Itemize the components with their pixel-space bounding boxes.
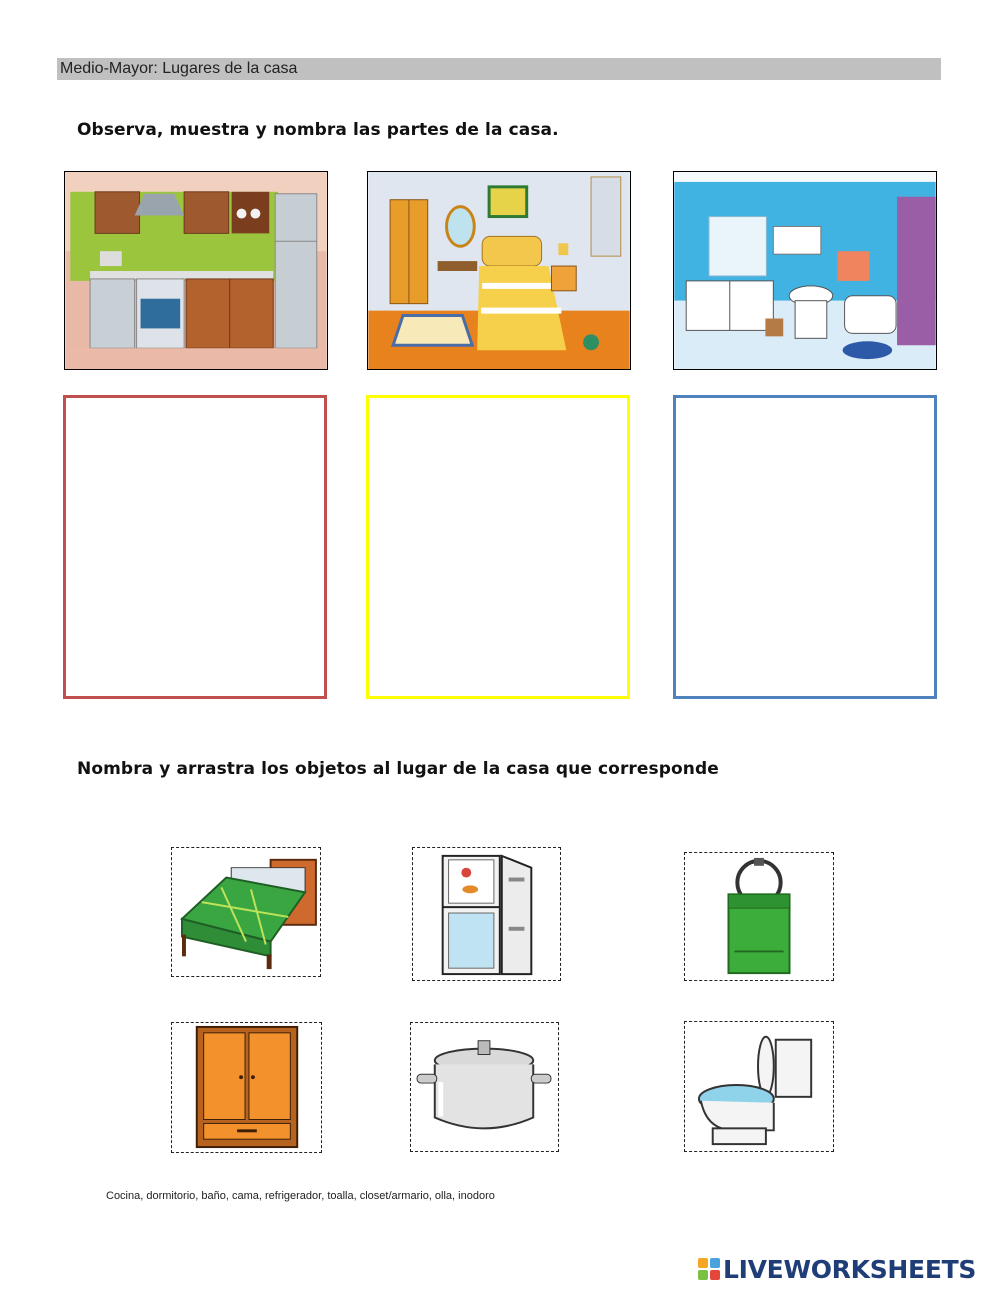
- drop-zone-kitchen[interactable]: [63, 395, 327, 699]
- word-bank: Cocina, dormitorio, baño, cama, refrigerador, toalla, closet/armario, olla, inodoro: [106, 1190, 495, 1202]
- bathroom-scene-icon: [674, 172, 936, 369]
- drop-zone-bedroom[interactable]: [366, 395, 630, 699]
- bed-item[interactable]: [171, 847, 321, 977]
- bedroom-picture: [367, 171, 631, 370]
- wardrobe-item[interactable]: [171, 1022, 322, 1153]
- logo-text: LIVEWORKSHEETS: [723, 1254, 977, 1284]
- observe-instruction: Observa, muestra y nombra las partes de la casa.: [77, 120, 559, 140]
- refrigerator-item[interactable]: [412, 847, 561, 981]
- pot-item[interactable]: [410, 1022, 559, 1152]
- liveworksheets-logo: [698, 1254, 976, 1284]
- bedroom-scene-icon: [368, 172, 630, 369]
- wardrobe-icon: [172, 1023, 321, 1152]
- toilet-icon: [685, 1022, 833, 1151]
- bed-icon: [172, 848, 320, 976]
- page-title: Medio-Mayor: Lugares de la casa: [60, 60, 298, 77]
- bathroom-picture: [673, 171, 937, 370]
- kitchen-picture: [64, 171, 328, 370]
- header-bar: [57, 58, 941, 80]
- refrigerator-icon: [413, 848, 560, 980]
- towel-icon: [685, 853, 833, 980]
- toilet-item[interactable]: [684, 1021, 834, 1152]
- kitchen-scene-icon: [65, 172, 327, 369]
- towel-item[interactable]: [684, 852, 834, 981]
- pot-icon: [411, 1023, 558, 1151]
- drop-zone-bathroom[interactable]: [673, 395, 937, 699]
- logo-blocks-icon: [698, 1258, 720, 1280]
- drag-instruction: Nombra y arrastra los objetos al lugar de la casa que corresponde: [77, 759, 719, 779]
